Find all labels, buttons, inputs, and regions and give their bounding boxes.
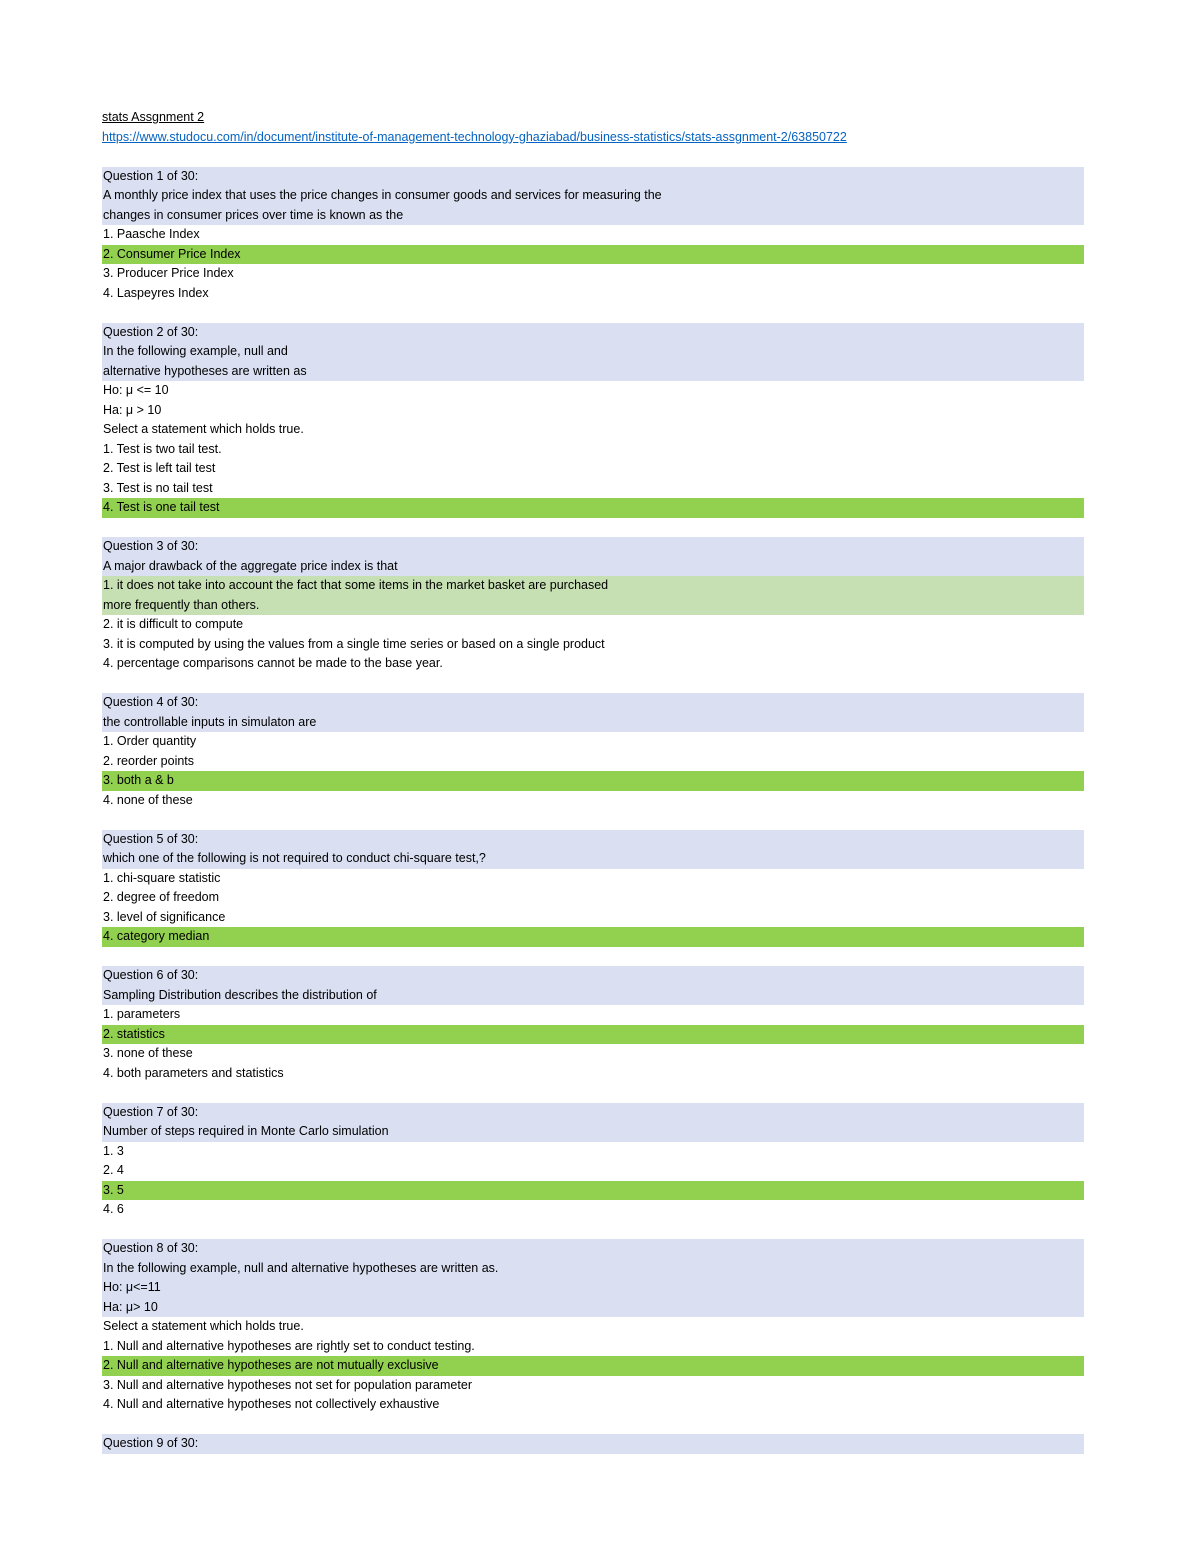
option-line: 4. Null and alternative hypotheses not collectively exhaustive	[103, 1397, 440, 1411]
option-line: 1. Test is two tail test.	[103, 441, 222, 456]
correct-option-line: 1. it does not take into account the fact that some items in the market basket are purchased	[102, 576, 1084, 596]
option-line: Select a statement which holds true.	[103, 422, 304, 436]
document-url-link[interactable]: https://www.studocu.com/in/document/institute-of-management-technology-ghaziabad/business-statistics/stats-assgnment-2/63850722	[102, 129, 847, 144]
spacer	[102, 1083, 1084, 1103]
option-line: 3. it is computed by using the values from a single time series or based on a single product	[103, 636, 605, 651]
question-list	[102, 167, 1084, 1454]
option-line: 3. Producer Price Index	[103, 266, 234, 280]
spacer	[102, 810, 1084, 830]
question-text: A major drawback of the aggregate price index is that	[102, 557, 1084, 577]
question-block	[102, 693, 1084, 830]
spacer	[102, 1415, 1084, 1435]
spacer	[102, 303, 1084, 323]
question-text: which one of the following is not required to conduct chi-square test,?	[102, 849, 1084, 869]
option-line: 2. reorder points	[103, 753, 195, 768]
question-header: Question 8 of 30:	[102, 1239, 1084, 1259]
option-line: 4. none of these	[103, 792, 193, 807]
document-page	[102, 108, 1084, 1454]
correct-option-line: 4. Test is one tail test	[102, 498, 1084, 518]
option-line: 1. Null and alternative hypotheses are rightly set to conduct testing.	[103, 1338, 475, 1353]
question-text: Ha: μ> 10	[102, 1298, 1084, 1318]
question-text: A monthly price index that uses the price changes in consumer goods and services for measuring the	[102, 186, 1084, 206]
option-line: 4. Laspeyres Index	[103, 285, 209, 300]
option-line: 2. it is difficult to compute	[103, 617, 244, 631]
question-block	[102, 830, 1084, 967]
correct-option-line: 3. 5	[102, 1181, 1084, 1201]
option-line: 3. none of these	[103, 1046, 193, 1060]
option-line: 1. parameters	[103, 1007, 181, 1021]
question-block	[102, 167, 1084, 323]
option-line: Select a statement which holds true.	[103, 1319, 304, 1333]
question-header: Question 5 of 30:	[102, 830, 1084, 850]
question-header: Question 7 of 30:	[102, 1103, 1084, 1123]
option-line: 1. Order quantity	[103, 734, 197, 748]
question-text: the controllable inputs in simulaton are	[102, 713, 1084, 733]
correct-option-line: 4. category median	[102, 927, 1084, 947]
question-block	[102, 1103, 1084, 1240]
correct-option-line: 3. both a & b	[102, 771, 1084, 791]
question-block	[102, 323, 1084, 538]
question-block	[102, 537, 1084, 693]
question-text: In the following example, null and	[102, 342, 1084, 362]
option-line: 4. percentage comparisons cannot be made to the base year.	[103, 656, 443, 670]
question-block	[102, 1434, 1084, 1454]
option-line: 1. 3	[103, 1143, 124, 1158]
option-line: 2. degree of freedom	[103, 890, 220, 904]
question-header: Question 4 of 30:	[102, 693, 1084, 713]
spacer	[102, 1220, 1084, 1240]
question-header: Question 2 of 30:	[102, 323, 1084, 343]
spacer	[102, 674, 1084, 694]
option-line: Ho: μ <= 10	[103, 383, 169, 397]
option-line: 2. 4	[103, 1163, 124, 1177]
option-line: 4. both parameters and statistics	[103, 1065, 284, 1080]
question-block	[102, 966, 1084, 1103]
question-text: alternative hypotheses are written as	[102, 362, 1084, 382]
question-text: changes in consumer prices over time is known as the	[102, 206, 1084, 226]
question-text: Ho: μ<=11	[102, 1278, 1084, 1298]
option-line: 3. Null and alternative hypotheses not set for population parameter	[103, 1377, 472, 1392]
option-line: 1. Paasche Index	[103, 227, 200, 241]
spacer	[102, 147, 1084, 167]
option-line: 4. 6	[103, 1202, 124, 1216]
correct-option-line: 2. statistics	[102, 1025, 1084, 1045]
spacer	[102, 947, 1084, 967]
question-header: Question 6 of 30:	[102, 966, 1084, 986]
option-line: 2. Test is left tail test	[103, 461, 216, 475]
document-title: stats Assgnment 2	[102, 110, 205, 124]
correct-option-line: more frequently than others.	[102, 596, 1084, 616]
option-line: Ha: μ > 10	[103, 402, 162, 417]
correct-option-line: 2. Null and alternative hypotheses are not mutually exclusive	[102, 1356, 1084, 1376]
question-text: Number of steps required in Monte Carlo simulation	[102, 1122, 1084, 1142]
question-header: Question 9 of 30:	[102, 1434, 1084, 1454]
option-line: 1. chi-square statistic	[103, 870, 221, 885]
correct-option-line: 2. Consumer Price Index	[102, 245, 1084, 265]
spacer	[102, 518, 1084, 538]
question-block	[102, 1239, 1084, 1434]
question-header: Question 1 of 30:	[102, 167, 1084, 187]
option-line: 3. level of significance	[103, 909, 226, 924]
question-text: Sampling Distribution describes the distribution of	[102, 986, 1084, 1006]
question-header: Question 3 of 30:	[102, 537, 1084, 557]
question-text: In the following example, null and alternative hypotheses are written as.	[102, 1259, 1084, 1279]
option-line: 3. Test is no tail test	[103, 480, 213, 495]
